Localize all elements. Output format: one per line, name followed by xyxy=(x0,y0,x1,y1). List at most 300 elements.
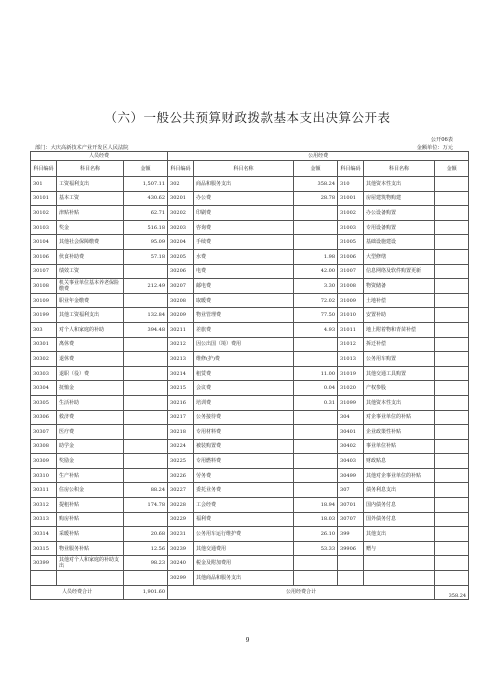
cell-amount: 53.33 xyxy=(294,541,338,556)
cell-name: 职业年金缴费 xyxy=(57,293,124,308)
cell-name: 生产补贴 xyxy=(57,468,124,483)
cell-amount: 11.00 xyxy=(294,366,338,381)
cell-code: 30208 xyxy=(168,293,194,308)
cell-name: 伙食补助费 xyxy=(57,249,124,264)
cell-name: 其他支出 xyxy=(364,527,435,542)
cell-name: 住房公积金 xyxy=(57,483,124,498)
col-header-name: 科目名称 xyxy=(364,161,435,177)
cell-amount: 18.94 xyxy=(294,498,338,513)
cell-name: 赠与 xyxy=(364,541,435,556)
cell-code: 30308 xyxy=(31,439,57,454)
cell-name: 维修(护)费 xyxy=(194,352,294,367)
cell-code: 30103 xyxy=(31,220,57,235)
cell-amount xyxy=(435,279,469,294)
cell-name: 委托业务费 xyxy=(194,483,294,498)
personnel-total-label: 人员经费合计 xyxy=(31,585,124,600)
cell-name: 邮电费 xyxy=(194,279,294,294)
cell-code: 31013 xyxy=(338,352,364,367)
cell-code: 30299 xyxy=(168,571,194,586)
cell-amount xyxy=(124,395,168,410)
cell-amount xyxy=(435,249,469,264)
cell-amount: 430.62 xyxy=(124,191,168,206)
col-header-code: 科目编码 xyxy=(338,161,364,177)
cell-code: 303 xyxy=(31,322,57,337)
cell-name xyxy=(364,571,435,586)
cell-amount: 57.18 xyxy=(124,249,168,264)
table-row xyxy=(31,308,469,323)
cell-amount xyxy=(294,410,338,425)
cell-code: 30204 xyxy=(168,235,194,250)
cell-code: 30314 xyxy=(31,527,57,542)
table-header-row xyxy=(31,161,469,177)
cell-code: 30229 xyxy=(168,512,194,527)
cell-code: 30701 xyxy=(338,498,364,513)
cell-amount xyxy=(435,454,469,469)
cell-amount xyxy=(435,206,469,221)
cell-code: 30303 xyxy=(31,366,57,381)
cell-code xyxy=(338,571,364,586)
cell-amount: 77.50 xyxy=(294,308,338,323)
cell-amount xyxy=(435,395,469,410)
cell-name: 水费 xyxy=(194,249,294,264)
cell-code: 30239 xyxy=(168,541,194,556)
cell-code: 30217 xyxy=(168,410,194,425)
cell-amount xyxy=(124,381,168,396)
cell-code: 30402 xyxy=(338,439,364,454)
cell-code: 30399 xyxy=(31,556,57,571)
cell-amount: 28.78 xyxy=(294,191,338,206)
cell-name: 购房补贴 xyxy=(57,512,124,527)
table-row xyxy=(31,439,469,454)
cell-name: 取暖费 xyxy=(194,293,294,308)
cell-amount xyxy=(294,454,338,469)
cell-amount xyxy=(124,337,168,352)
cell-name: 手续费 xyxy=(194,235,294,250)
totals-row xyxy=(31,585,469,600)
cell-amount: 174.78 xyxy=(124,498,168,513)
table-row xyxy=(31,293,469,308)
cell-name: 培训费 xyxy=(194,395,294,410)
cell-name: 其他工资福利支出 xyxy=(57,308,124,323)
cell-amount: 18.03 xyxy=(294,512,338,527)
cell-amount xyxy=(435,177,469,192)
cell-amount xyxy=(294,483,338,498)
table-row xyxy=(31,483,469,498)
cell-name: 退职（役）费 xyxy=(57,366,124,381)
cell-code: 30216 xyxy=(168,395,194,410)
cell-amount xyxy=(124,512,168,527)
cell-amount: 1,507.11 xyxy=(124,177,168,192)
cell-amount: 516.18 xyxy=(124,220,168,235)
cell-name: 安置补助 xyxy=(364,308,435,323)
cell-code: 30109 xyxy=(31,293,57,308)
col-header-name: 科目名称 xyxy=(194,161,294,177)
cell-name: 因公出国（境）费用 xyxy=(194,337,294,352)
cell-name: 其他对个人和家庭的补助支出 xyxy=(57,556,124,571)
cell-amount xyxy=(435,235,469,250)
table-row xyxy=(31,177,469,192)
cell-code xyxy=(31,571,57,586)
cell-name: 国内债务付息 xyxy=(364,498,435,513)
cell-code: 30707 xyxy=(338,512,364,527)
cell-code: 30304 xyxy=(31,381,57,396)
cell-name: 绩效工资 xyxy=(57,264,124,279)
cell-amount xyxy=(124,425,168,440)
cell-amount xyxy=(435,293,469,308)
cell-amount xyxy=(294,220,338,235)
cell-code: 30313 xyxy=(31,512,57,527)
cell-name: 土地补偿 xyxy=(364,293,435,308)
cell-name: 其他交通费用 xyxy=(194,541,294,556)
cell-amount xyxy=(435,571,469,586)
cell-code: 30226 xyxy=(168,468,194,483)
cell-code: 30225 xyxy=(168,454,194,469)
cell-amount xyxy=(435,322,469,337)
cell-amount xyxy=(435,425,469,440)
cell-name: 对企事业单位的补贴 xyxy=(364,410,435,425)
cell-code: 30201 xyxy=(168,191,194,206)
cell-amount: 3.30 xyxy=(294,279,338,294)
cell-amount xyxy=(435,468,469,483)
cell-code xyxy=(338,556,364,571)
table-row xyxy=(31,395,469,410)
col-header-code: 科目编码 xyxy=(31,161,57,177)
cell-code: 31009 xyxy=(338,293,364,308)
cell-code: 30207 xyxy=(168,279,194,294)
unit-label: 金额单位：万元 xyxy=(416,145,453,151)
cell-name: 大型修缮 xyxy=(364,249,435,264)
cell-name: 差旅费 xyxy=(194,322,294,337)
cell-code: 30499 xyxy=(338,468,364,483)
cell-name: 公务接待费 xyxy=(194,410,294,425)
cell-name: 工会经费 xyxy=(194,498,294,513)
cell-name: 租赁费 xyxy=(194,366,294,381)
cell-name: 公务用车购置 xyxy=(364,352,435,367)
cell-amount: 0.04 xyxy=(294,381,338,396)
cell-amount: 98.23 xyxy=(124,556,168,571)
cell-code: 302 xyxy=(168,177,194,192)
cell-code: 31005 xyxy=(338,235,364,250)
table-row xyxy=(31,512,469,527)
table-row xyxy=(31,556,469,571)
cell-code: 30307 xyxy=(31,425,57,440)
cell-name: 电费 xyxy=(194,264,294,279)
cell-code: 30218 xyxy=(168,425,194,440)
table-row xyxy=(31,498,469,513)
cell-amount xyxy=(294,556,338,571)
table-row xyxy=(31,206,469,221)
cell-amount: 95.09 xyxy=(124,235,168,250)
table-row xyxy=(31,571,469,586)
cell-name: 采暖补贴 xyxy=(57,527,124,542)
cell-name: 劳务费 xyxy=(194,468,294,483)
cell-name: 基本工资 xyxy=(57,191,124,206)
cell-name: 物资储备 xyxy=(364,279,435,294)
cell-code: 30214 xyxy=(168,366,194,381)
cell-name: 企业政策性补贴 xyxy=(364,425,435,440)
cell-amount: 72.02 xyxy=(294,293,338,308)
cell-name: 办公设备购置 xyxy=(364,206,435,221)
cell-name: 税金及附加费用 xyxy=(194,556,294,571)
cell-name: 专用设备购置 xyxy=(364,220,435,235)
col-header-amount: 金额 xyxy=(435,161,469,177)
cell-amount xyxy=(435,366,469,381)
cell-code: 30240 xyxy=(168,556,194,571)
cell-amount: 26.10 xyxy=(294,527,338,542)
cell-amount: 4.93 xyxy=(294,322,338,337)
cell-code: 30213 xyxy=(168,352,194,367)
cell-name: 机关事业单位基本养老保险缴费 xyxy=(57,279,124,294)
col-header-code: 科目编码 xyxy=(168,161,194,177)
cell-name: 信息网络及软件购置更新 xyxy=(364,264,435,279)
cell-code: 30205 xyxy=(168,249,194,264)
cell-code: 304 xyxy=(338,410,364,425)
cell-name: 会议费 xyxy=(194,381,294,396)
cell-name: 其他社会保障缴费 xyxy=(57,235,124,250)
cell-code: 39906 xyxy=(338,541,364,556)
cell-code: 30203 xyxy=(168,220,194,235)
cell-amount xyxy=(435,220,469,235)
cell-name: 其他对企事业单位的补贴 xyxy=(364,468,435,483)
cell-amount xyxy=(435,439,469,454)
table-row xyxy=(31,410,469,425)
cell-amount xyxy=(435,410,469,425)
personnel-total-value: 1,901.60 xyxy=(124,585,168,600)
table-row xyxy=(31,381,469,396)
cell-code: 30315 xyxy=(31,541,57,556)
cell-name: 奖金 xyxy=(57,220,124,235)
cell-name: 津贴补贴 xyxy=(57,206,124,221)
cell-name: 被装购置费 xyxy=(194,439,294,454)
cell-code: 30101 xyxy=(31,191,57,206)
cell-amount xyxy=(124,352,168,367)
cell-amount xyxy=(294,468,338,483)
cell-name: 公务用车运行维护费 xyxy=(194,527,294,542)
cell-amount xyxy=(435,308,469,323)
cell-name: 离休费 xyxy=(57,337,124,352)
cell-code: 31007 xyxy=(338,264,364,279)
cell-code: 30301 xyxy=(31,337,57,352)
cell-code: 31003 xyxy=(338,220,364,235)
cell-amount xyxy=(124,293,168,308)
cell-amount xyxy=(294,235,338,250)
cell-name: 财政贴息 xyxy=(364,454,435,469)
cell-amount xyxy=(124,439,168,454)
cell-code: 31011 xyxy=(338,322,364,337)
cell-code: 30310 xyxy=(31,468,57,483)
cell-name: 拆迁补偿 xyxy=(364,337,435,352)
cell-name: 国外债务付息 xyxy=(364,512,435,527)
cell-amount: 20.68 xyxy=(124,527,168,542)
cell-amount: 212.49 xyxy=(124,279,168,294)
table-row xyxy=(31,322,469,337)
cell-name: 奖励金 xyxy=(57,454,124,469)
cell-amount xyxy=(435,264,469,279)
cell-name: 事业单位补贴 xyxy=(364,439,435,454)
cell-name: 商品和服务支出 xyxy=(194,177,294,192)
table-row xyxy=(31,541,469,556)
cell-code: 310 xyxy=(338,177,364,192)
cell-name: 印刷费 xyxy=(194,206,294,221)
public-header: 公用经费 xyxy=(168,152,469,161)
cell-code: 30312 xyxy=(31,498,57,513)
cell-code: 30311 xyxy=(31,483,57,498)
cell-name: 产权参股 xyxy=(364,381,435,396)
cell-name: 抚恤金 xyxy=(57,381,124,396)
cell-code: 30199 xyxy=(31,308,57,323)
cell-code: 30209 xyxy=(168,308,194,323)
cell-name: 其他交通工具购置 xyxy=(364,366,435,381)
table-row xyxy=(31,366,469,381)
cell-name: 助学金 xyxy=(57,439,124,454)
cell-amount: 88.24 xyxy=(124,483,168,498)
cell-name: 地上附着物和青苗补偿 xyxy=(364,322,435,337)
cell-amount xyxy=(294,206,338,221)
cell-amount xyxy=(294,571,338,586)
cell-code: 30401 xyxy=(338,425,364,440)
table-row xyxy=(31,468,469,483)
cell-amount: 132.84 xyxy=(124,308,168,323)
cell-amount xyxy=(435,527,469,542)
col-header-name: 科目名称 xyxy=(57,161,124,177)
cell-code: 30202 xyxy=(168,206,194,221)
cell-name: 其他资本性支出 xyxy=(364,177,435,192)
page-number: 9 xyxy=(245,637,250,644)
cell-code: 30107 xyxy=(31,264,57,279)
cell-name: 医疗费 xyxy=(57,425,124,440)
cell-code: 30106 xyxy=(31,249,57,264)
public-total-label: 公用经费合计 xyxy=(168,585,435,600)
cell-code: 30108 xyxy=(31,279,57,294)
cell-code: 30224 xyxy=(168,439,194,454)
cell-amount xyxy=(435,498,469,513)
table-row xyxy=(31,235,469,250)
col-header-amount: 金额 xyxy=(124,161,168,177)
form-number: 公开06表 xyxy=(430,137,453,143)
cell-name: 办公费 xyxy=(194,191,294,206)
table-row xyxy=(31,220,469,235)
cell-code: 31006 xyxy=(338,249,364,264)
cell-name: 基础设施建设 xyxy=(364,235,435,250)
cell-amount xyxy=(435,556,469,571)
cell-name: 其他商品和服务支出 xyxy=(194,571,294,586)
page-title: （六）一般公共预算财政拨款基本支出决算公开表 xyxy=(104,110,391,125)
cell-code: 30228 xyxy=(168,498,194,513)
cell-amount xyxy=(294,337,338,352)
cell-name: 对个人和家庭的补助 xyxy=(57,322,124,337)
cell-amount: 1.98 xyxy=(294,249,338,264)
department-label: 部门：大庆高新技术产业开发区人民法院 xyxy=(35,145,129,151)
table-row xyxy=(31,249,469,264)
cell-name: 专用燃料费 xyxy=(194,454,294,469)
cell-amount xyxy=(124,571,168,586)
cell-amount: 62.71 xyxy=(124,206,168,221)
cell-amount xyxy=(124,366,168,381)
cell-name: 退休费 xyxy=(57,352,124,367)
cell-amount xyxy=(435,337,469,352)
table-row xyxy=(31,279,469,294)
cell-amount: 358.24 xyxy=(294,177,338,192)
cell-code: 31019 xyxy=(338,366,364,381)
cell-code: 30102 xyxy=(31,206,57,221)
cell-code: 30403 xyxy=(338,454,364,469)
cell-code: 31099 xyxy=(338,395,364,410)
cell-amount: 12.56 xyxy=(124,541,168,556)
cell-amount xyxy=(124,264,168,279)
cell-code: 31010 xyxy=(338,308,364,323)
cell-amount xyxy=(294,352,338,367)
cell-name: 救济费 xyxy=(57,410,124,425)
cell-amount: 394.48 xyxy=(124,322,168,337)
cell-code: 307 xyxy=(338,483,364,498)
table-row xyxy=(31,337,469,352)
cell-amount xyxy=(435,483,469,498)
table-row xyxy=(31,191,469,206)
cell-code: 30305 xyxy=(31,395,57,410)
table-row xyxy=(31,425,469,440)
cell-amount xyxy=(435,352,469,367)
public-total-value: 358.24 xyxy=(435,585,469,600)
cell-code: 301 xyxy=(31,177,57,192)
cell-name: 工资福利支出 xyxy=(57,177,124,192)
expenditure-table xyxy=(30,151,469,600)
cell-code: 30302 xyxy=(31,352,57,367)
cell-name: 物业服务补贴 xyxy=(57,541,124,556)
table-header-group-row xyxy=(31,152,469,161)
table-row xyxy=(31,352,469,367)
cell-code: 31002 xyxy=(338,206,364,221)
cell-amount xyxy=(124,454,168,469)
cell-amount xyxy=(294,425,338,440)
cell-code: 30215 xyxy=(168,381,194,396)
cell-name: 生活补助 xyxy=(57,395,124,410)
cell-name: 福利费 xyxy=(194,512,294,527)
cell-amount xyxy=(124,410,168,425)
cell-amount xyxy=(435,191,469,206)
cell-code: 30212 xyxy=(168,337,194,352)
cell-amount xyxy=(435,541,469,556)
cell-name: 物业管理费 xyxy=(194,308,294,323)
cell-amount: 42.00 xyxy=(294,264,338,279)
cell-code: 30306 xyxy=(31,410,57,425)
cell-code: 30211 xyxy=(168,322,194,337)
cell-code: 30309 xyxy=(31,454,57,469)
cell-name: 其他资本性支出 xyxy=(364,395,435,410)
cell-name: 债务利息支出 xyxy=(364,483,435,498)
cell-code: 31001 xyxy=(338,191,364,206)
cell-code: 30104 xyxy=(31,235,57,250)
cell-code: 399 xyxy=(338,527,364,542)
cell-code: 31020 xyxy=(338,381,364,396)
cell-amount xyxy=(435,381,469,396)
col-header-amount: 金额 xyxy=(294,161,338,177)
cell-name: 咨询费 xyxy=(194,220,294,235)
table-row xyxy=(31,527,469,542)
table-row xyxy=(31,454,469,469)
cell-name: 房屋建筑物购建 xyxy=(364,191,435,206)
cell-amount xyxy=(435,512,469,527)
cell-name: 专用材料费 xyxy=(194,425,294,440)
cell-amount: 0.31 xyxy=(294,395,338,410)
cell-amount xyxy=(124,468,168,483)
cell-code: 30206 xyxy=(168,264,194,279)
cell-code: 30227 xyxy=(168,483,194,498)
cell-name xyxy=(364,556,435,571)
personnel-header: 人员经费 xyxy=(31,152,168,161)
cell-code: 30231 xyxy=(168,527,194,542)
cell-name xyxy=(57,571,124,586)
cell-code: 31008 xyxy=(338,279,364,294)
